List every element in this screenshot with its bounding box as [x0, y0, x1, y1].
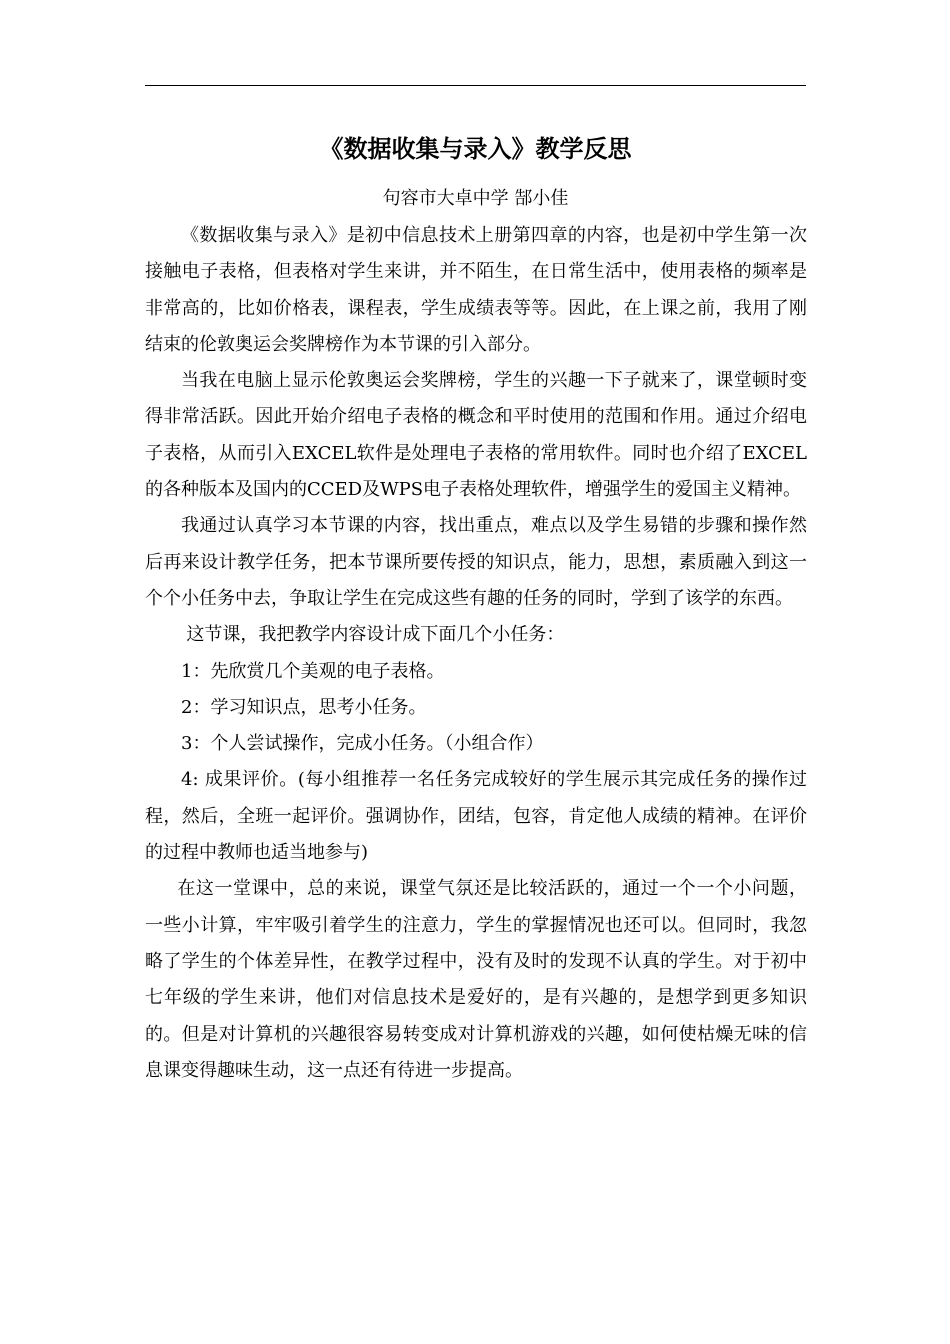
task-item-3: 3：个人尝试操作，完成小任务。（小组合作） [181, 733, 544, 755]
task-item-4: 4: 成果评价。(每小组推荐一名任务完成较好的学生展示其完成任务的操作过程，然后，全班一起评价。强调协作，团结，包容，肯定他人成绩的精神。在评价的过程中教师也适当地参与) [145, 769, 807, 864]
paragraph-design: 我通过认真学习本节课的内容，找出重点，难点以及学生易错的步骤和操作然后再来设计教学任务，把本节课所要传授的知识点，能力，思想，素质融入到这一个个小任务中去，争取让学生在完成这些有趣的任务的同时，学到了该学的东西。 [145, 515, 807, 609]
task-list-intro: 这节课，我把教学内容设计成下面几个小任务： [186, 624, 565, 646]
paragraph-intro: 《数据收集与录入》是初中信息技术上册第四章的内容，也是初中学生第一次接触电子表格，但表格对学生来讲，并不陌生，在日常生活中，使用表格的频率是非常高的，比如价格表，课程表，学生成绩表等等。因此，在上课之前，我用了刚结束的伦敦奥运会奖牌榜作为本节课的引入部分。 [145, 225, 807, 355]
header-rule [145, 85, 806, 86]
paragraph-olympics: 当我在电脑上显示伦敦奥运会奖牌榜，学生的兴趣一下子就来了，课堂顿时变得非常活跃。因此开始介绍电子表格的概念和平时使用的范围和作用。通过介绍电子表格，从而引入EXCEL软件是处理电子表格的常用软件。同时也介绍了EXCEL的各种版本及国内的CCED及WPS电子表格处理软件，增强学生的爱国主义精神。 [145, 370, 807, 501]
task-item-2: 2：学习知识点，思考小任务。 [181, 696, 427, 718]
document-title: 《数据收集与录入》教学反思 [319, 134, 632, 163]
document-body [145, 218, 807, 1089]
task-item-1: 1：先欣赏几个美观的电子表格。 [181, 660, 445, 682]
paragraph-closing: 在这一堂课中，总的来说，课堂气氛还是比较活跃的，通过一个一个小问题，一些小计算，牢牢吸引着学生的注意力，学生的掌握情况也还可以。但同时，我忽略了学生的个体差异性，在教学过程中，没有及时的发现不认真的学生。对于初中七年级的学生来讲，他们对信息技术是爱好的，是有兴趣的，是想学到更多知识的。但是对计算机的兴趣很容易转变成对计算机游戏的兴趣，如何使枯燥无味的信息课变得趣味生动，这一点还有待进一步提高。 [145, 878, 807, 1081]
author-line: 句容市大卓中学 郜小佳 [382, 188, 569, 209]
